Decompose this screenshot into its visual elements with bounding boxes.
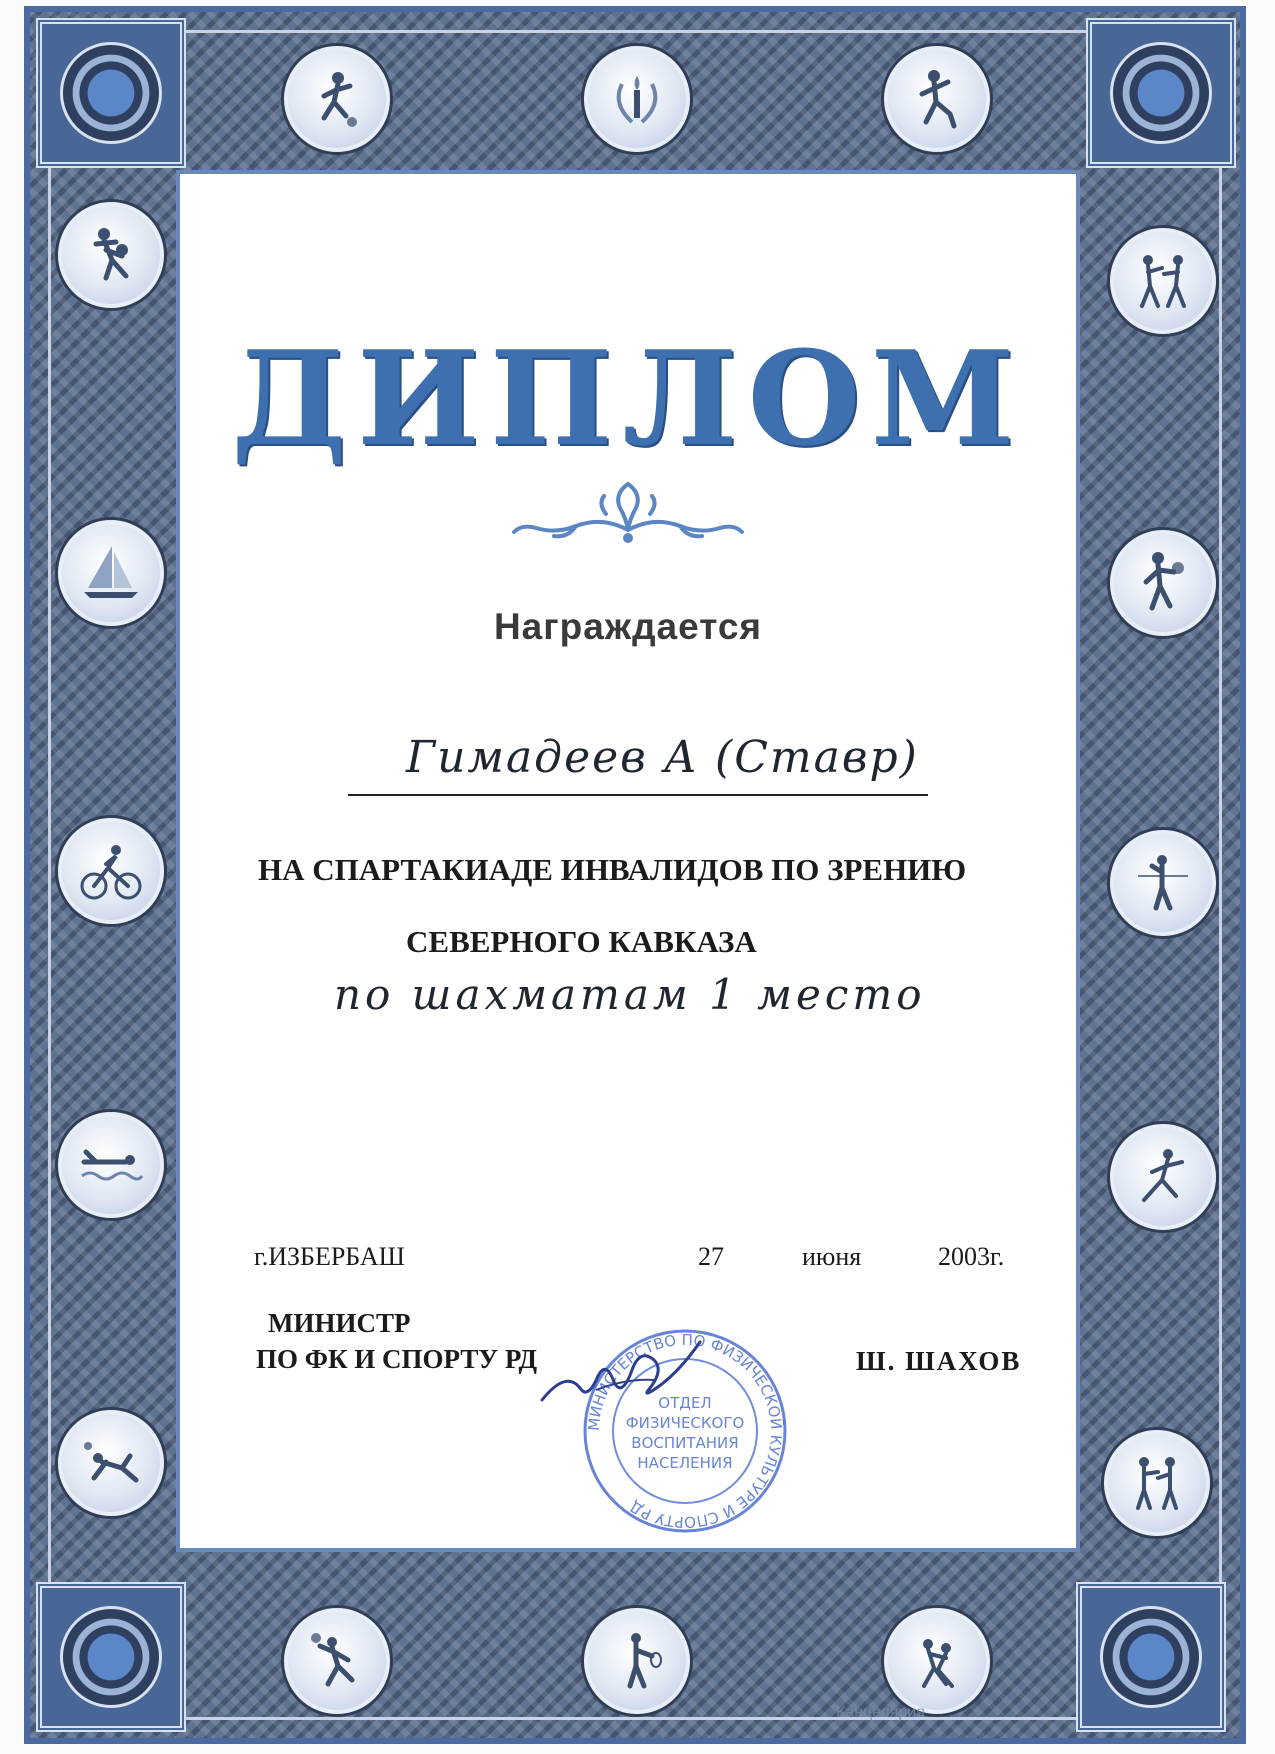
wrestling-icon <box>884 1608 990 1714</box>
printer-mark: Канцелярия <box>836 1704 925 1721</box>
corner-ornament-top-right <box>1086 18 1236 168</box>
judo-icon <box>58 202 164 308</box>
basketball-icon <box>1110 530 1216 636</box>
svg-text:ФИЗИЧЕСКОГО: ФИЗИЧЕСКОГО <box>625 1414 745 1432</box>
diploma-panel <box>188 182 1068 1540</box>
diploma-title: ДИПЛОМ <box>231 322 1025 475</box>
signatory-name: Ш. ШАХОВ <box>856 1346 1022 1376</box>
awarded-label: Награждается <box>493 606 763 647</box>
svg-text:ОТДЕЛ: ОТДЕЛ <box>658 1394 712 1412</box>
result-handwritten: по шахматам 1 место <box>334 970 926 1019</box>
torch-wreath-icon <box>584 46 690 152</box>
gymnastics-icon <box>1110 1124 1216 1230</box>
runner-icon <box>884 46 990 152</box>
boxing-icon <box>1104 1430 1210 1536</box>
cycling-icon <box>58 818 164 924</box>
signatory-title-line-2: ПО ФК И СПОРТУ РД <box>256 1344 538 1374</box>
signatory-title-line-1: МИНИСТР <box>268 1308 411 1338</box>
handwritten-signature <box>536 1330 706 1420</box>
date-month: июня <box>802 1242 862 1271</box>
event-line-1: НА СПАРТАКИАДЕ ИНВАЛИДОВ ПО ЗРЕНИЮ <box>258 852 967 887</box>
recipient-name-handwritten: Гимадеев А (Ставр) <box>406 732 919 783</box>
svg-text:НАСЕЛЕНИЯ: НАСЕЛЕНИЯ <box>637 1454 733 1472</box>
event-line-2: СЕВЕРНОГО КАВКАЗА <box>406 924 757 959</box>
corner-ornament-top-left <box>36 18 186 168</box>
recipient-underline <box>348 794 928 796</box>
high-jump-icon <box>1110 830 1216 936</box>
city: г.ИЗБЕРБАШ <box>254 1242 405 1271</box>
svg-text:ВОСПИТАНИЯ: ВОСПИТАНИЯ <box>631 1434 739 1452</box>
date-day: 27 <box>698 1242 724 1271</box>
stamp-outer-text: МИНИСТЕРСТВО ПО ФИЗИЧЕСКОЙ КУЛЬТУРЕ И СПОРТУ РД <box>584 1330 786 1532</box>
sailing-icon <box>58 520 164 626</box>
goalkeeper-icon <box>58 1410 164 1516</box>
flourish-ornament <box>506 474 750 552</box>
date-year: 2003г. <box>938 1242 1005 1271</box>
karate-icon <box>1110 228 1216 334</box>
tennis-icon <box>584 1608 690 1714</box>
corner-ornament-bottom-right <box>1076 1582 1226 1732</box>
soccer-icon <box>284 46 390 152</box>
swimming-icon <box>58 1112 164 1218</box>
volleyball-icon <box>284 1608 390 1714</box>
corner-ornament-bottom-left <box>36 1582 186 1732</box>
